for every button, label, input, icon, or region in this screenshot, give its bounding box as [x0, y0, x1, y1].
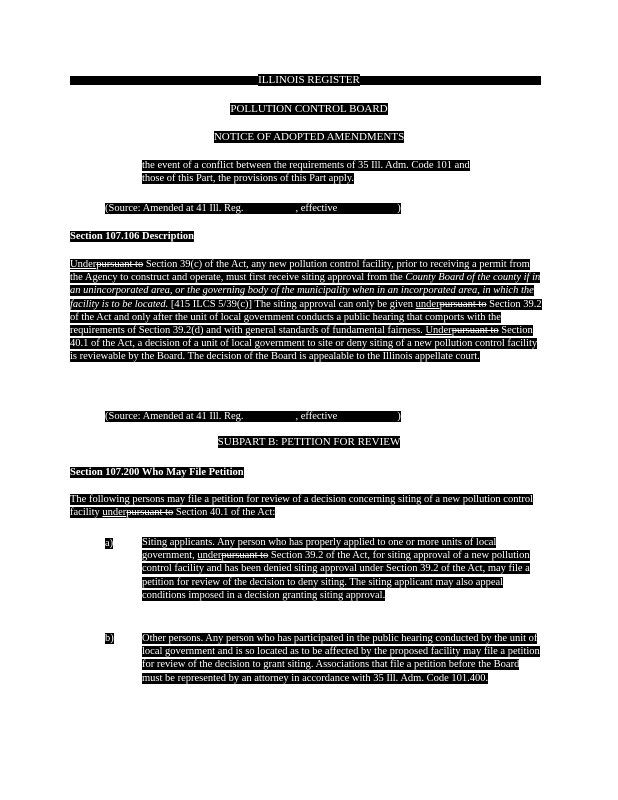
- section-106-heading: Section 107.106 Description: [70, 231, 194, 242]
- section-106-paragraph: Underpursuant to Section 39(c) of the Act, any new pollution control facility, prior to receiving a permit from the Agency to construct and operate, must first receive siting approval from the County Board of the county if in an unincorporated area, or the governing body of the municipality when in an incorporated area, in which the facility is to be located. [415 ILCS 5/39(c)] The siting approval can only be given underpursuant to Section 39.2 of the Act and only after the unit of local government conducts a public hearing that comports with the requirements of Section 39.2(d) and with general standards of fundamental fairness. Underpursuant to Section 40.1 of the Act, a decision of a unit of local government to site or deny siting of a new pollution control facility is reviewable by the Board. The decision of the Board is appealable to the Illinois appellate court.: [70, 259, 542, 363]
- item-a-text: Siting applicants. Any person who has properly applied to one or more units of local government, underpursuant to Section 39.2 of the Act, for siting approval of a new pollution control facility and has been denied siting approval under Section 39.2 of the Act, may file a petition for review of the decision to deny siting. The siting applicant may also appeal conditions imposed in a decision granting siting approval.: [142, 537, 530, 601]
- intro-paragraph: the event of a conflict between the requirements of 35 Ill. Adm. Code 101 and those of this Part, the provisions of this Part apply.: [142, 160, 470, 185]
- section-200-heading: Section 107.200 Who May File Petition: [70, 467, 244, 478]
- item-b-label: b): [105, 633, 114, 644]
- subpart-title: SUBPART B: PETITION FOR REVIEW: [217, 436, 401, 448]
- item-a-label: a): [105, 538, 114, 549]
- notice-title: NOTICE OF ADOPTED AMENDMENTS: [213, 131, 405, 143]
- section-200-intro: The following persons may file a petition for review of a decision concerning siting of a new pollution control facility underpursuant to Section 40.1 of the Act:: [70, 494, 534, 519]
- board-title: POLLUTION CONTROL BOARD: [230, 103, 388, 115]
- item-b-text: Other persons. Any person who has participated in the public hearing conducted by the unit of local government and is so located as to be affected by the proposed facility may file a petition for review of the decision to grant siting. Associations that file a petition before the Board must be represented by an attorney in accordance with 35 Ill. Adm. Code 101.400.: [142, 633, 540, 684]
- register-title: ILLINOIS REGISTER: [258, 74, 360, 86]
- source-note-1: (Source: Amended at 41 Ill. Reg. , effective ): [105, 203, 401, 214]
- source-note-2: (Source: Amended at 41 Ill. Reg. , effective ): [105, 411, 401, 422]
